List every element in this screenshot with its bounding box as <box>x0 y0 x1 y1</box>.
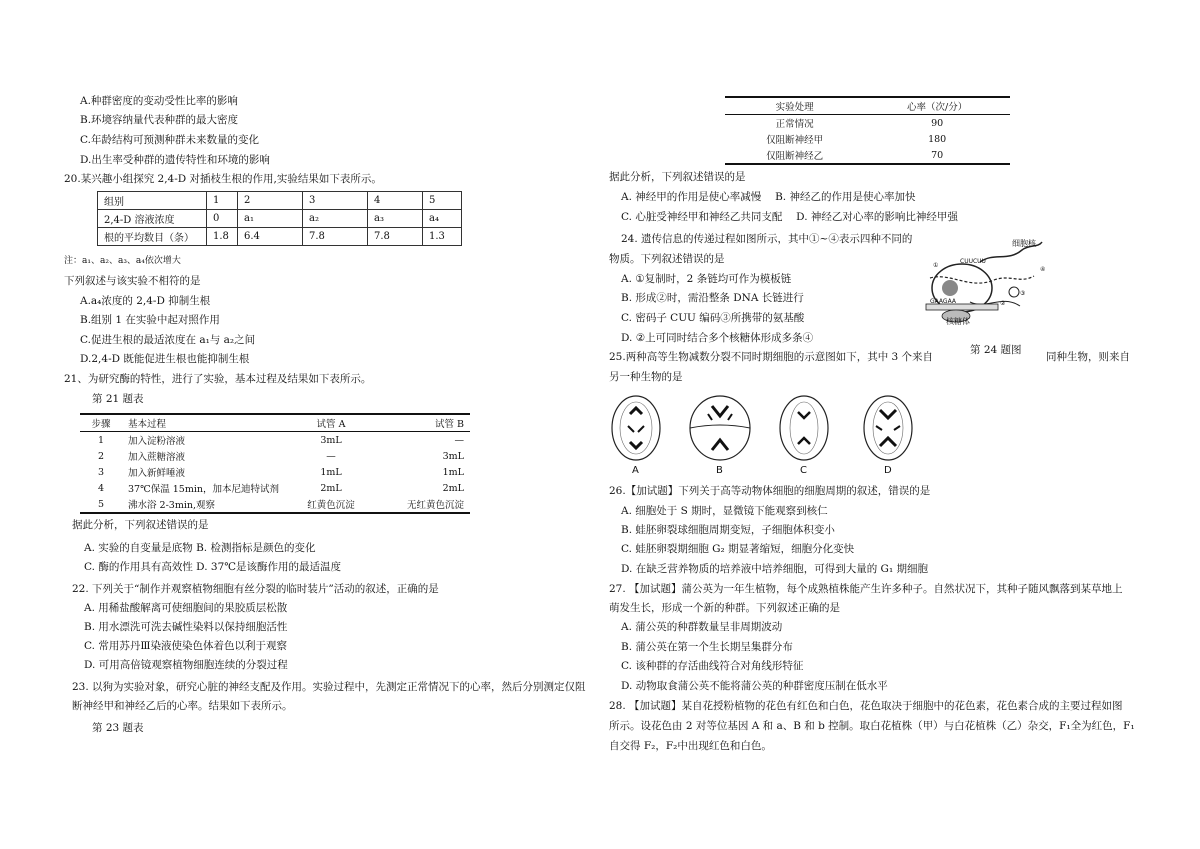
q21-option-ab: A. 实验的自变量是底物 B. 检测指标是颜色的变化 <box>84 542 316 554</box>
table-header-cell: 步骤 <box>80 414 122 432</box>
table-cell: a₂ <box>303 210 368 228</box>
cell-c <box>780 396 828 460</box>
q19-option-a: A.种群密度的变动受性比率的影响 <box>80 95 238 107</box>
q21-caption: 第 21 题表 <box>92 393 144 405</box>
table-cell: 2mL <box>442 482 464 494</box>
table-cell: 7.8 <box>368 228 423 246</box>
table-row <box>80 464 470 480</box>
table-cell: 2 <box>97 450 105 462</box>
table-row <box>725 147 1010 164</box>
table-cell: a₁ <box>238 210 303 228</box>
cell-label-b: B <box>716 465 723 476</box>
table-header-cell: 实验处理 <box>725 97 864 115</box>
q21-option-cd: C. 酶的作用具有高效性 D. 37℃是该酶作用的最适温度 <box>84 561 341 573</box>
table-cell: 加入新鲜唾液 <box>128 468 186 479</box>
q24-option-c: C. 密码子 CUU 编码③所携带的氨基酸 <box>621 312 805 324</box>
q22-option-a: A. 用稀盐酸解离可使细胞间的果胶质层松散 <box>84 602 288 614</box>
table-cell: 沸水浴 2-3min,观察 <box>122 496 285 513</box>
table-cell: 0 <box>207 210 238 228</box>
table-cell: 5 <box>423 192 462 210</box>
table-cell: 4 <box>368 192 423 210</box>
table-cell: 仅阻断神经甲 <box>766 135 824 146</box>
table-cell: 仅阻断神经乙 <box>725 147 864 164</box>
q21-table <box>80 413 470 514</box>
q27-option-d: D. 动物取食蒲公英不能将蒲公英的种群密度压制在低水平 <box>621 680 888 692</box>
q19-option-c: C.年龄结构可预测种群未来数量的变化 <box>80 134 259 146</box>
table-cell: 180 <box>928 133 947 145</box>
table-row <box>98 210 462 228</box>
table-cell: 1.8 <box>207 228 238 246</box>
table-cell: 3 <box>303 192 368 210</box>
table-cell: 无红黄色沉淀 <box>377 496 470 513</box>
q24-stem-line1: 24. 遗传信息的传递过程如图所示，其中①~④表示四种不同的 <box>621 233 913 245</box>
table-cell: 加入蔗糖溶液 <box>128 452 186 463</box>
q26-option-d: D. 在缺乏营养物质的培养液中培养细胞，可得到大量的 G₁ 期细胞 <box>621 563 928 575</box>
q27-stem-line1: 27. 【加试题】蒲公英为一年生植物，每个成熟植株能产生许多种子。自然状况下，其种子随风飘落到某草地上 <box>609 583 1123 595</box>
q22-option-c: C. 常用苏丹Ⅲ染液使染色体着色以利于观察 <box>84 640 287 652</box>
q26-stem: 26.【加试题】下列关于高等动物体细胞的细胞周期的叙述，错误的是 <box>609 485 931 497</box>
q25-cells-figure <box>608 392 918 464</box>
q25-stem-line1b: 同种生物，则来自 <box>1046 351 1130 363</box>
q24-option-a: A. ①复制时，2 条链均可作为模板链 <box>621 273 792 285</box>
q24-option-d: D. ②上可同时结合多个核糖体形成多条④ <box>621 332 814 344</box>
table-row <box>80 432 470 449</box>
figure-num-2: ② <box>1000 300 1006 307</box>
q27-option-b: B. 蒲公英在第一个生长期呈集群分布 <box>621 641 793 653</box>
table-cell: 3 <box>97 466 105 478</box>
chromatin-blob <box>942 280 958 296</box>
q20-note: 注：a₁、a₂、a₃、a₄依次增大 <box>64 256 181 266</box>
q22-option-d: D. 可用高倍镜观察植物细胞连续的分裂过程 <box>84 659 288 671</box>
q20-table <box>97 191 462 246</box>
q20-stem: 20.某兴趣小组探究 2,4-D 对插枝生根的作用,实验结果如下表所示。 <box>64 173 382 185</box>
q22-stem: 22. 下列关于“制作并观察植物细胞有丝分裂的临时装片”活动的叙述，正确的是 <box>72 583 439 595</box>
table-cell: 90 <box>931 117 944 129</box>
table-cell: 7.8 <box>303 228 368 246</box>
table-cell: 组别 <box>98 192 207 210</box>
figure-num-3: ③ <box>1020 290 1026 297</box>
q20-question: 下列叙述与该实验不相符的是 <box>64 275 201 287</box>
table-header-cell: 基本过程 <box>122 414 285 432</box>
figure-label-nucleus: 细胞核 <box>1012 239 1036 248</box>
figure-num-4: ④ <box>1040 266 1046 273</box>
cell-label-c: C <box>800 465 807 476</box>
table-cell: 70 <box>864 147 1010 164</box>
q25-stem-line1a: 25.两种高等生物减数分裂不同时期细胞的示意图如下，其中 3 个来自 <box>609 351 934 363</box>
table-row <box>80 448 470 464</box>
table-row <box>725 131 1010 147</box>
figure-num-1: ① <box>933 262 939 269</box>
table-header-cell: 试管 B <box>377 414 470 432</box>
q28-stem-line2: 所示。设花色由 2 对等位基因 A 和 a、B 和 b 控制。取白花植株（甲）与白花植株（乙）杂交，F₁全为红色，F₁ <box>609 720 1135 732</box>
q23-option-ab: A. 神经甲的作用是使心率减慢 B. 神经乙的作用是使心率加快 <box>621 191 916 203</box>
q23-option-cd: C. 心脏受神经甲和神经乙共同支配 D. 神经乙对心率的影响比神经甲强 <box>621 211 958 223</box>
table-cell: 1mL <box>442 466 464 478</box>
table-header-cell: 试管 A <box>285 414 377 432</box>
table-row <box>80 496 470 513</box>
table-cell: 1 <box>207 192 238 210</box>
trna-loop <box>1009 287 1019 297</box>
table-cell: 正常情况 <box>775 119 814 130</box>
q23-stem-line1: 23. 以狗为实验对象，研究心脏的神经支配及作用。实验过程中，先测定正常情况下的心率，然后分别测定仅阻 <box>72 681 586 693</box>
table-row <box>98 192 462 210</box>
table-cell: 5 <box>80 496 122 513</box>
q26-option-b: B. 蛙胚卵裂球细胞周期变短，子细胞体积变小 <box>621 524 835 536</box>
table-cell: 6.4 <box>238 228 303 246</box>
table-header-row <box>80 414 470 432</box>
q20-option-d: D.2,4-D 既能促进生根也能抑制生根 <box>80 353 250 365</box>
q28-stem-line1: 28. 【加试题】某自花授粉植物的花色有红色和白色，花色取决于细胞中的花色素，花色素合成的主要过程如图 <box>609 700 1123 712</box>
table-cell: 37℃保温 15min，加本尼迪特试剂 <box>128 484 279 495</box>
q27-stem-line2: 萌发生长，形成一个新的种群。下列叙述正确的是 <box>609 602 840 614</box>
cell-d <box>864 396 912 460</box>
q28-stem-line3: 自交得 F₂，F₂中出现红色和白色。 <box>609 740 772 752</box>
table-cell: 根的平均数目（条） <box>98 228 207 246</box>
table-cell: 3mL <box>320 434 342 446</box>
table-cell: 4 <box>97 482 105 494</box>
figure-strand-text: CUUCUU <box>960 258 986 265</box>
table-cell: 2mL <box>320 482 342 494</box>
cell-b <box>690 396 750 460</box>
q25-stem-line2: 另一种生物的是 <box>609 371 683 383</box>
q19-option-b: B.环境容纳量代表种群的最大密度 <box>80 114 239 126</box>
table-cell: 1mL <box>320 466 342 478</box>
q21-question: 据此分析，下列叙述错误的是 <box>72 519 209 531</box>
table-cell: 2,4-D 溶液浓度 <box>98 210 207 228</box>
table-row <box>80 480 470 496</box>
q22-option-b: B. 用水漂洗可洗去碱性染料以保持细胞活性 <box>84 621 288 633</box>
q27-option-c: C. 该种群的存活曲线符合对角线形特征 <box>621 660 804 672</box>
table-row <box>98 228 462 246</box>
q27-option-a: A. 蒲公英的种群数量呈非周期波动 <box>621 621 783 633</box>
table-cell: 2 <box>238 192 303 210</box>
table-cell: — <box>454 434 464 446</box>
figure-codon-text: GAAGAA <box>930 298 956 305</box>
table-cell: a₃ <box>368 210 423 228</box>
q23-table <box>725 96 1010 165</box>
table-cell: 1.3 <box>423 228 462 246</box>
q26-option-c: C. 蛙胚卵裂期细胞 G₂ 期显著缩短，细胞分化变快 <box>621 543 855 555</box>
q21-stem: 21、为研究酶的特性，进行了实验，基本过程及结果如下表所示。 <box>64 373 372 385</box>
table-header-cell: 心率（次/分） <box>864 97 1010 115</box>
q23-caption: 第 23 题表 <box>92 722 144 734</box>
figure-label-ribosome: 核糖体 <box>946 317 970 326</box>
table-row <box>725 115 1010 132</box>
table-header-row <box>725 97 1010 115</box>
table-cell: 3mL <box>442 450 464 462</box>
table-cell: 1 <box>97 434 105 446</box>
q20-option-b: B.组别 1 在实验中起对照作用 <box>80 314 220 326</box>
cell-a <box>612 396 660 460</box>
table-cell: 红黄色沉淀 <box>285 496 377 513</box>
q23-question: 据此分析，下列叙述错误的是 <box>609 171 746 183</box>
table-cell: — <box>326 450 336 462</box>
q24-option-b: B. 形成②时，需沿整条 DNA 长链进行 <box>621 292 804 304</box>
q20-option-a: A.a₄浓度的 2,4-D 抑制生根 <box>80 295 211 307</box>
cell-label-a: A <box>632 465 639 476</box>
q24-stem-line2: 物质。下列叙述错误的是 <box>609 253 725 265</box>
q19-option-d: D.出生率受种群的遗传特性和环境的影响 <box>80 154 270 166</box>
q26-option-a: A. 细胞处于 S 期时，显微镜下能观察到核仁 <box>621 505 828 517</box>
q23-stem-line2: 断神经甲和神经乙后的心率。结果如下表所示。 <box>72 700 293 712</box>
table-cell: 加入淀粉溶液 <box>128 436 186 447</box>
q20-option-c: C.促进生根的最适浓度在 a₁与 a₂之间 <box>80 334 256 346</box>
table-cell: a₄ <box>423 210 462 228</box>
cell-label-d: D <box>884 465 892 476</box>
q24-caption: 第 24 题图 <box>970 344 1022 356</box>
